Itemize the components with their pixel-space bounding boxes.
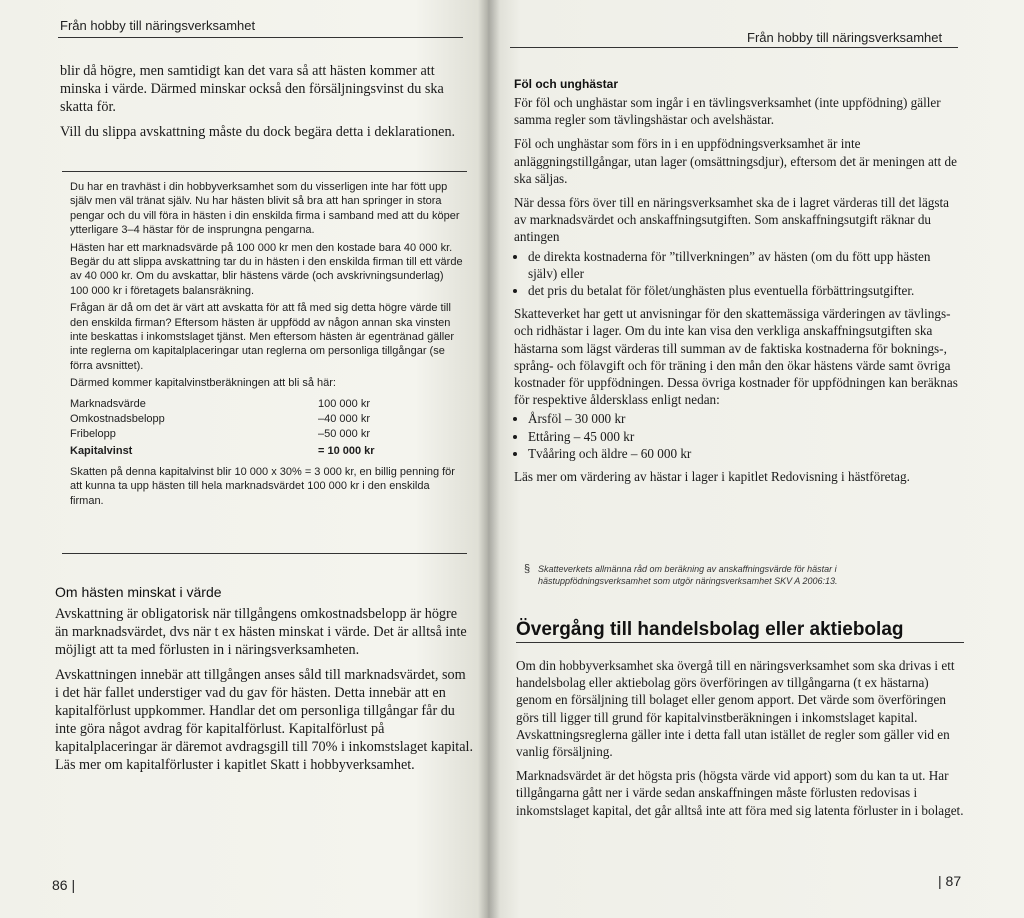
intro-paragraph: blir då högre, men samtidigt kan det vara så att hästen kommer att minska i värde. Därmed minskar också den försäljningsvinst du ska skatta för. xyxy=(60,63,444,115)
page-number-right: | 87 xyxy=(938,873,962,889)
running-head-right: Från hobby till näringsverksamhet xyxy=(747,30,943,45)
intro-paragraph: Vill du slippa avskattning måste du dock begära detta i deklarationen. xyxy=(60,124,456,140)
box-bottom-rule xyxy=(62,553,467,554)
capital-gain-calculation xyxy=(70,397,388,459)
calc-total-value: = 10 000 kr xyxy=(318,444,375,457)
section-paragraph: Avskattningen innebär att tillgången anses såld till marknadsvärdet, som i det här fallet understiger vad du gav för hästen. Detta innebär att en kapitalförlust uppkommer. Handlar det om personliga tillgångar får du inte göra något avdrag för kapitalförlust. Kapitalförlust på kapitalplaceringar är däremot avdragsgill till 70% i inkomstslaget kapital. Läs mer om kapitalförluster i kapitlet Skatt i hobbyverksamhet. xyxy=(55,667,474,773)
section-heading-right: Övergång till handelsbolag eller aktiebolag xyxy=(516,619,904,640)
section-text-left xyxy=(55,605,473,774)
reference-text: Skatteverkets allmänna råd om beräkning av anskaffningsvärde för hästar i hästuppfödningsverksamhet som utgör näringsverksamhet SKV A 2006:13. xyxy=(538,564,838,586)
read-more-paragraph: Läs mer om värdering av hästar i lager i kapitlet Redovisning i hästföretag. xyxy=(514,469,910,485)
calc-total-row xyxy=(70,442,388,459)
calc-value: –40 000 kr xyxy=(318,412,370,425)
list-item: • de direkta kostnaderna för ”tillverkningen” av hästen (om du fött upp hästen själv) eller xyxy=(528,248,962,282)
section-paragraph: Avskattning är obligatorisk när tillgångens omkostnadsbelopp är högre än marknadsvärdet, dvs när t ex hästen minskat i värde. Det är alltså inte möjligt att ta med förlusten in i näringsverksamheten. xyxy=(55,606,467,658)
list-item: • det pris du betalat för fölet/unghästen plus eventuella förbättringsutgifter. xyxy=(528,282,962,299)
example-box xyxy=(70,180,464,508)
intro-text xyxy=(60,62,470,141)
reference-note xyxy=(524,563,934,587)
age-class-list xyxy=(514,410,962,462)
foal-paragraph: Föl och unghästar som förs in i en uppfödningsverksamhet är inte anläggningstillgångar, utan lager (omsättningsdjur), eftersom det är meningen att de ska säljas. xyxy=(514,136,957,186)
section-heading-left: Om hästen minskat i värde xyxy=(55,584,222,600)
foal-paragraph: När dessa förs över till en näringsverksamhet ska de i lagret värderas till det lägsta av marknadsvärdet och anskaffningsutgiften. Som anskaffningsutgift räknar du antingen xyxy=(514,195,950,245)
calc-row xyxy=(70,412,388,427)
valuation-paragraph: Skatteverket har gett ut anvisningar för den skattemässiga värderingen av tävlings- och ridhästar i lager. Om du inte kan visa den verkliga anskaffningsutgiften ska hästarna som lägst värderas till summan av de faktiska kostnaderna för boknings-, språng- och fölavgift och för träning i den mån den ökar hästens värde samt övriga kostnader för uppfödningen. Dessa övriga kostnader för uppfödningen kan beräknas för respektive åldersklass enligt nedan: xyxy=(514,306,958,408)
section-paragraph: Marknadsvärdet är det högsta pris (högsta värde vid apport) som du kan ta ut. Har tillgångarna gått ner i värde sedan anskaffningen måste förlusten redovisas i inkomstslaget kapital, det går alltså inte att föra med sig latenta förluster in i bolaget. xyxy=(516,768,964,818)
example-paragraph: Frågan är då om det är värt att avskatta för att få med sig detta högre värde till den enskilda firman? Eftersom hästen är uppfödd av någon annan ska vinsten inte beskattas i inkomstslaget tjänst. Men eftersom hästen är egentränad gäller inte reglerna om kapitalplaceringar utan reglerna om personliga tillgångar (se förra avsnittet). xyxy=(70,302,454,372)
section-heading-rule xyxy=(516,642,964,643)
example-paragraph: Hästen har ett marknadsvärde på 100 000 kr men den kostade bara 40 000 kr. Begär du att slippa avskattning tar du in hästen i den enskilda firman till ett värde av 40 000 kr. Om du avskattar, blir hästens värde (och avskrivningsunderlag) 100 000 kr i företagets balansräkning. xyxy=(70,241,463,297)
foal-text xyxy=(514,94,962,485)
calc-row xyxy=(70,397,388,412)
calc-row xyxy=(70,427,388,442)
calc-label: Marknadsvärde xyxy=(70,397,146,410)
list-item: • Ettåring – 45 000 kr xyxy=(528,428,962,445)
box-top-rule xyxy=(62,171,467,172)
example-closing: Skatten på denna kapitalvinst blir 10 000 x 30% = 3 000 kr, en billig penning för att kunna ta upp hästen till hela marknadsvärdet 100 000 kr i den enskilda firman. xyxy=(70,465,455,507)
calc-value: –50 000 kr xyxy=(318,427,370,440)
section-paragraph: Om din hobbyverksamhet ska övergå till en näringsverksamhet som ska drivas i ett handelsbolag eller aktiebolag görs överföringen av tillgångarna (t ex hästarna) genom en försäljning till bolaget eller genom apport. Det värde som överföringen görs till ligger till grund för kapitalvinstberäkningen i inkomstslaget kapital. Avskattningsreglerna gäller inte i detta fall utan istället de regler som gäller vid en vanlig försäljning. xyxy=(516,658,955,760)
page-number-left: 86 | xyxy=(52,877,76,893)
example-paragraph: Du har en travhäst i din hobbyverksamhet som du visserligen inte har fött upp själv men väl tränat själv. Nu har hästen blivit så bra att han springer in stora pengar och du vill föra in hästen i din enskilda firma i samband med att du köper ytterligare 3–4 hästar för de insprungna pengarna. xyxy=(70,181,460,237)
foal-paragraph: För föl och unghästar som ingår i en tävlingsverksamhet (inte uppfödning) gäller samma regler som tävlingshästar och avelshästar. xyxy=(514,95,941,128)
left-page xyxy=(0,0,488,918)
list-item: • Tvååring och äldre – 60 000 kr xyxy=(528,445,962,462)
list-item: • Årsföl – 30 000 kr xyxy=(528,410,962,427)
running-head-left: Från hobby till näringsverksamhet xyxy=(60,18,256,33)
calc-value: 100 000 kr xyxy=(318,397,370,410)
subheading-foal: Föl och unghästar xyxy=(514,77,619,91)
calc-label: Fribelopp xyxy=(70,427,116,440)
section-sign-icon: § xyxy=(524,563,531,575)
book-gutter xyxy=(478,0,500,918)
header-rule-left xyxy=(58,37,463,38)
right-page xyxy=(488,0,1024,918)
header-rule-right xyxy=(510,47,958,48)
section-text-right xyxy=(516,657,966,819)
acquisition-cost-list xyxy=(514,248,962,300)
example-paragraph: Därmed kommer kapitalvinstberäkningen att bli så här: xyxy=(70,377,336,390)
calc-label: Omkostnadsbelopp xyxy=(70,412,165,425)
calc-total-label: Kapitalvinst xyxy=(70,444,133,457)
